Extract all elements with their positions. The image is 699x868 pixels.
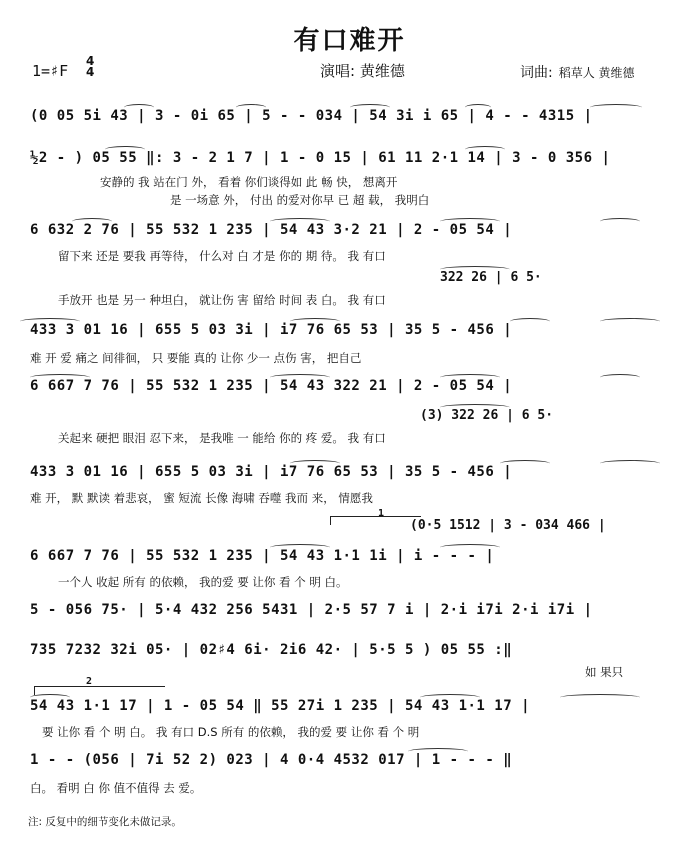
slur xyxy=(590,104,642,111)
notation-line-10: 54 43 1·1 17 | 1 - 05 54 ‖ 55 27i 1 235 | 54 43 1·1 17 | xyxy=(30,698,531,714)
notation-line-5: 6 667 7 76 | 55 532 1 235 | 54 43 322 21 | 2 - 05 54 | xyxy=(30,378,513,394)
slur xyxy=(600,318,660,325)
singer-credit: 演唱: 黄维德 xyxy=(320,62,405,80)
lyric-line-6: 关起来 硬把 眼泪 忍下来， 是我唯 一 能给 你的 疼 爱。 我 有口 xyxy=(58,431,386,445)
lyric-line-3: 留下来 还是 要我 再等待， 什么对 白 才是 你的 期 待。 我 有口 xyxy=(58,249,386,263)
lyric-line-11: 白。 看明 白 你 值不值得 去 爱。 xyxy=(30,781,202,795)
alternate-ending-notes-1: 322 26 | 6 5· xyxy=(440,270,542,285)
slur xyxy=(510,318,550,325)
slur xyxy=(440,374,500,381)
slur xyxy=(440,404,510,411)
volta-bracket-1 xyxy=(330,516,421,525)
footnote: 注: 反复中的细节变化未做记录。 xyxy=(28,816,182,828)
slur xyxy=(270,544,330,551)
lyric-line-10: 要 让你 看 个 明 白。 我 有口 D.S 所有 的依赖， 我的爱 要 让你 看 个 明 xyxy=(42,725,420,739)
slur xyxy=(72,218,112,225)
volta-number-1: 1 xyxy=(378,508,385,519)
slur xyxy=(600,218,640,225)
key-signature: 1=♯F xyxy=(32,62,69,80)
writer-credit xyxy=(520,62,635,82)
slur xyxy=(440,266,510,273)
notation-line-9: 735 7232 32i 05· | 02♯4 6i· 2i6 42· | 5·5 5 ) 05 55 :‖ xyxy=(30,642,513,658)
notation-line-8: 5 - 056 75· | 5·4 432 256 5431 | 2·5 57 7 i | 2·i i7i 2·i i7i | xyxy=(30,602,593,618)
slur xyxy=(465,104,491,111)
slur xyxy=(270,374,330,381)
slur xyxy=(290,460,340,467)
slur xyxy=(420,694,480,701)
lyric-line-8: 一个人 收起 所有 的依赖， 我的爱 要 让你 看 个 明 白。 xyxy=(58,575,348,589)
slur xyxy=(600,374,640,381)
slur xyxy=(30,694,70,701)
time-signature-bottom: 4 xyxy=(86,65,95,79)
volta-number-2: 2 xyxy=(86,676,93,687)
alternate-ending-notes-2: (3) 322 26 | 6 5· xyxy=(420,408,554,423)
lyric-line-2b: 是 一场意 外， 付出 的爱对你早 已 超 载， 我明白 xyxy=(170,193,430,207)
notation-line-1: (0 05 5i 43 | 3 - 0i 65 | 5 - - 034 | 54 3i i 65 | 4 - - 4315 | xyxy=(30,108,593,124)
writer-credit-label: 词曲: xyxy=(520,65,553,81)
slur xyxy=(105,146,145,153)
notation-line-2: ½2 - ) 05 55 ‖: 3 - 2 1 7 | 1 - 0 15 | 61 11 2·1 14 | 3 - 0 356 | xyxy=(30,150,611,166)
time-signature-top: 4 xyxy=(86,54,95,68)
notation-line-4: 433 3 01 16 | 655 5 03 3i | i7 76 65 53 | 35 5 - 456 | xyxy=(30,322,513,338)
notation-line-7: 6 667 7 76 | 55 532 1 235 | 54 43 1·1 1i | i - - - | xyxy=(30,548,495,564)
slur xyxy=(290,318,340,325)
slur xyxy=(124,104,154,111)
slur xyxy=(30,374,90,381)
lyric-line-7: 难 开， 默 默读 着悲哀， 蜜 短流 长像 海啸 吞噬 我而 来， 情愿我 xyxy=(30,491,373,505)
slur xyxy=(350,104,390,111)
interlude-notes-1: (0·5 1512 | 3 - 034 466 | xyxy=(410,518,606,533)
lyric-line-2a: 安静的 我 站在门 外， 看着 你们谈得如 此 畅 快， 想离开 xyxy=(100,175,398,189)
notation-line-6: 433 3 01 16 | 655 5 03 3i | i7 76 65 53 | 35 5 - 456 | xyxy=(30,464,513,480)
writer-credit-names: 稻草人 黄维德 xyxy=(558,66,635,80)
time-signature xyxy=(86,56,94,78)
slur xyxy=(236,104,266,111)
slur xyxy=(600,460,660,467)
slur xyxy=(440,544,500,551)
lyric-line-4: 手放开 也是 另一 种坦白， 就让伤 害 留给 时间 表 白。 我 有口 xyxy=(58,293,386,307)
slur xyxy=(270,218,330,225)
notation-line-3: 6 632 2 76 | 55 532 1 235 | 54 43 3·2 21 | 2 - 05 54 | xyxy=(30,222,513,238)
lyric-line-9: 如 果只 xyxy=(585,665,624,679)
slur xyxy=(408,748,468,755)
slur xyxy=(500,460,550,467)
lyric-line-5: 难 开 爱 痛之 间徘徊， 只 要能 真的 让你 少一 点伤 害， 把自己 xyxy=(30,351,362,365)
notation-line-11: 1 - - (056 | 7i 52 2) 023 | 4 0·4 4532 017 | 1 - - - ‖ xyxy=(30,752,513,768)
song-title: 有口难开 xyxy=(293,26,406,56)
slur xyxy=(20,318,80,325)
slur xyxy=(560,694,640,701)
slur xyxy=(440,218,500,225)
slur xyxy=(465,146,505,153)
